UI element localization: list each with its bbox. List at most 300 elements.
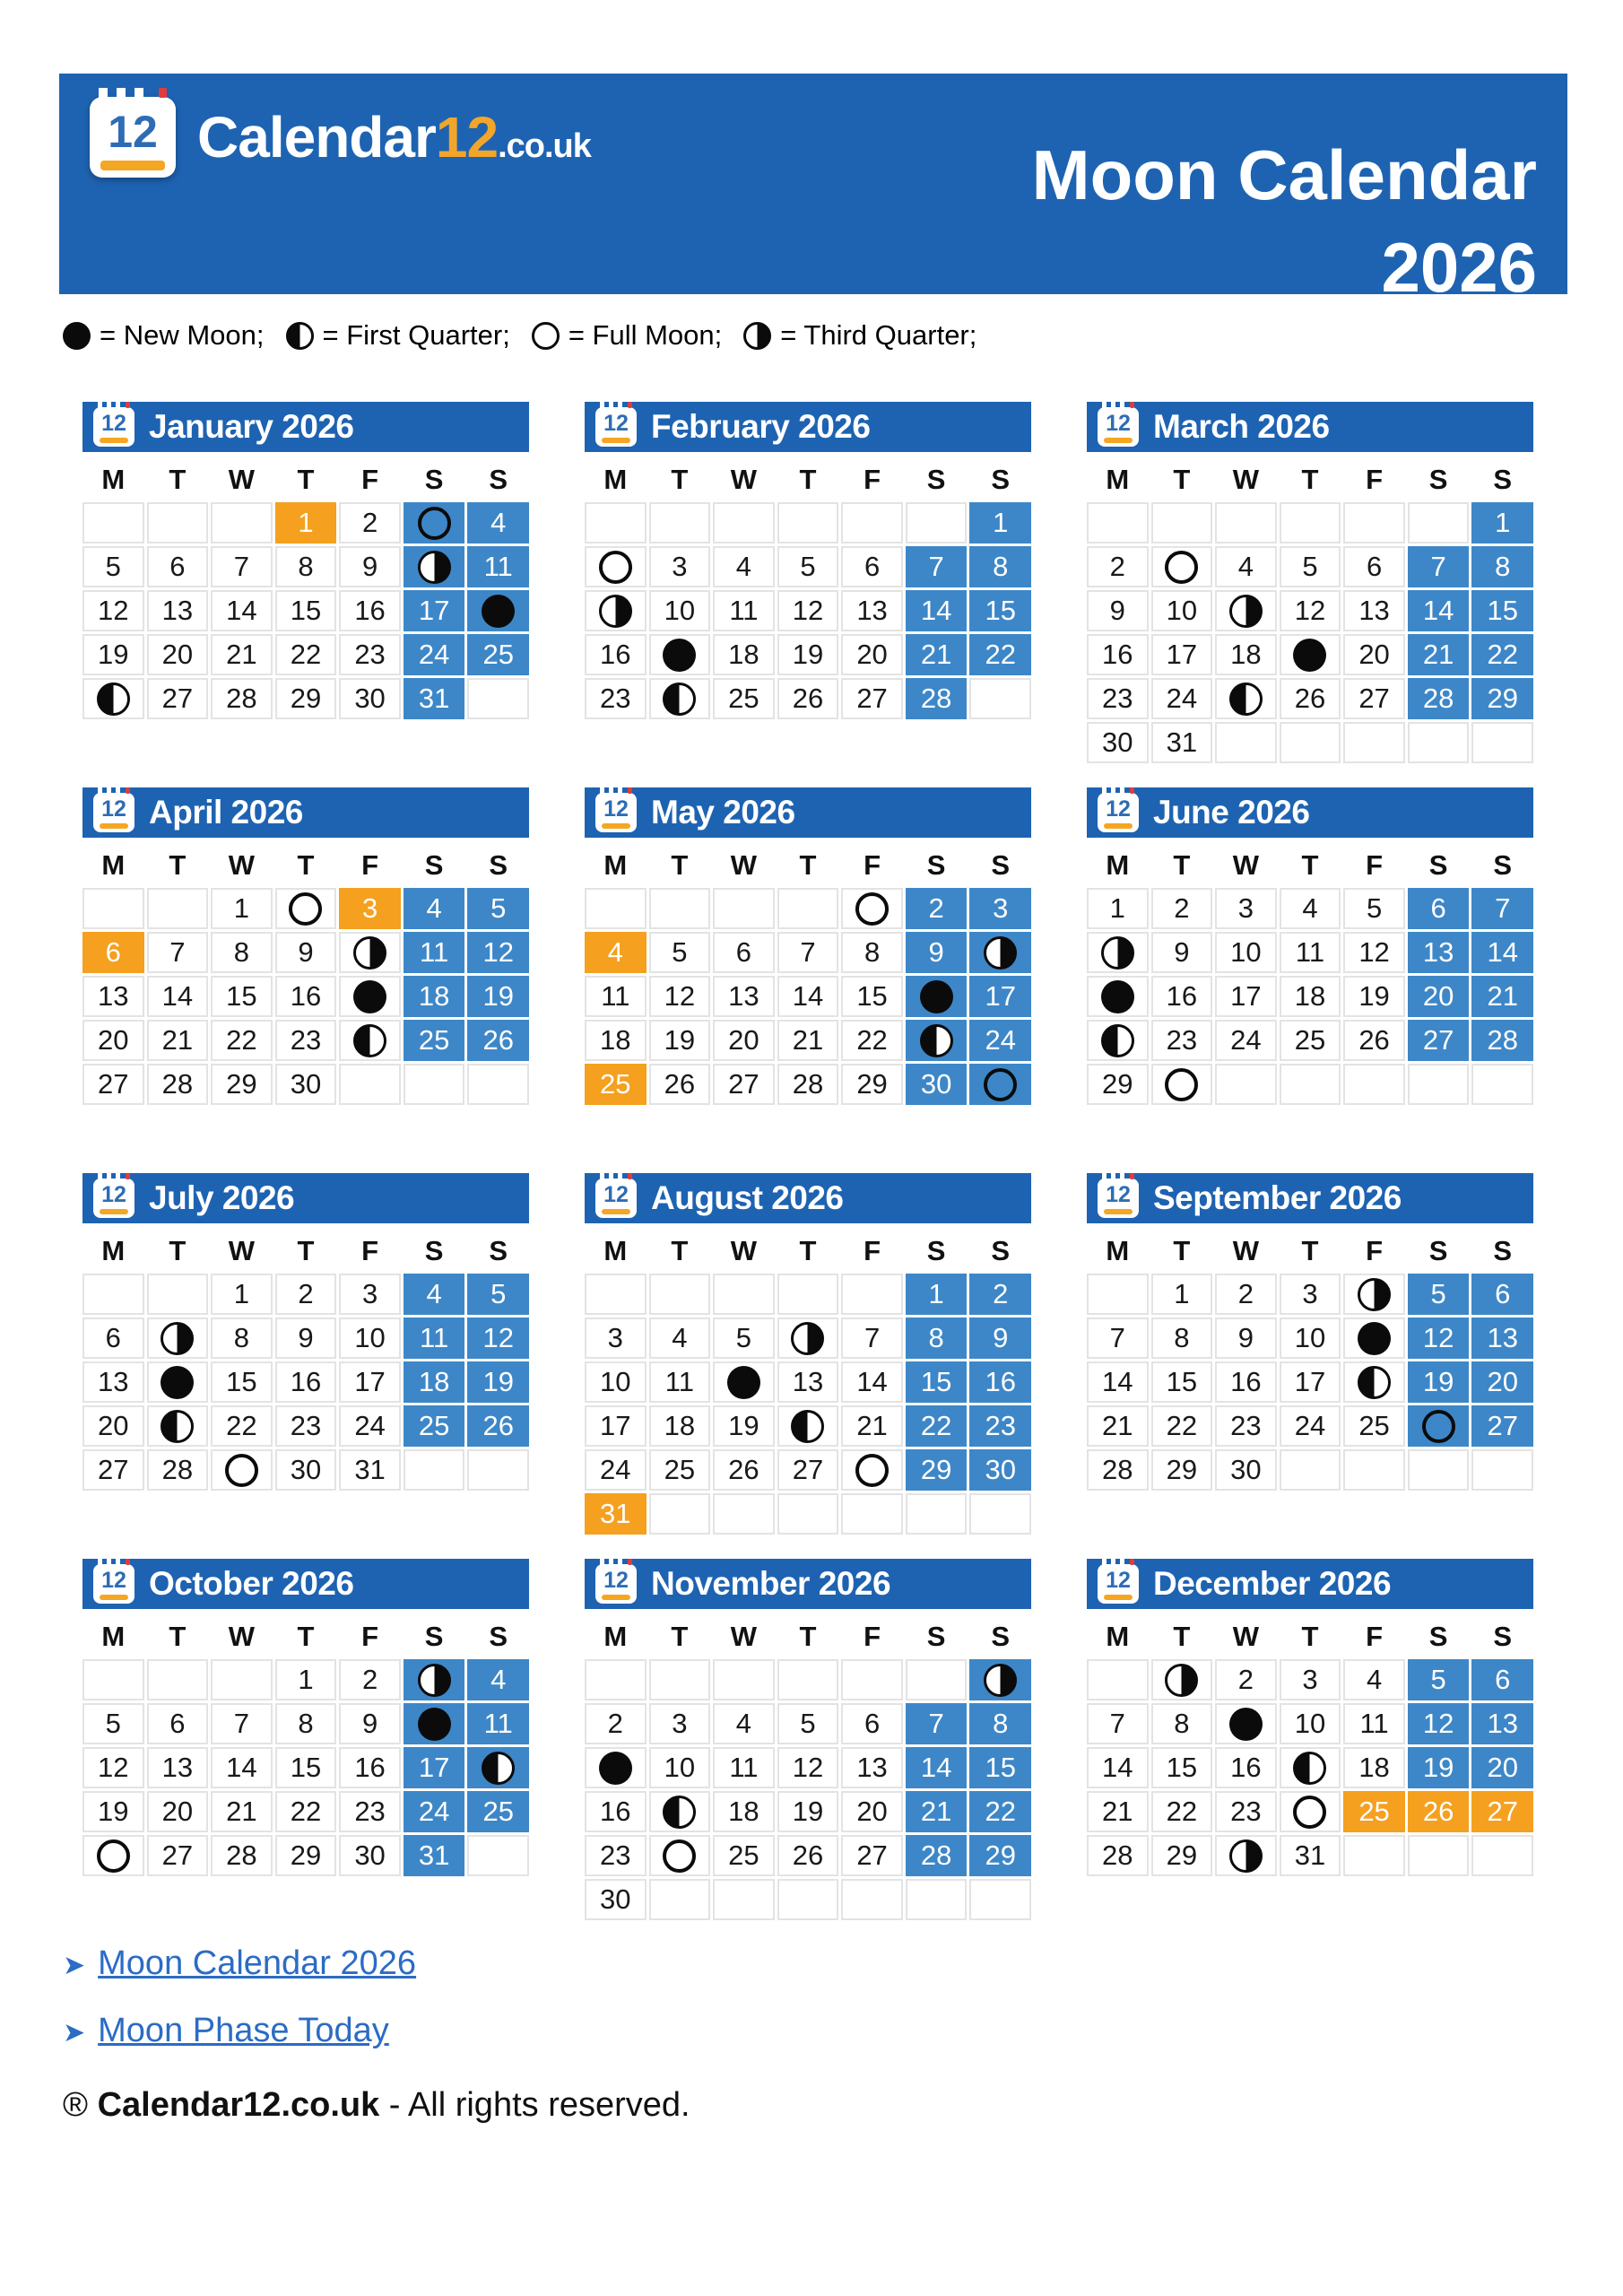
day-cell: 3 xyxy=(649,1703,711,1744)
day-cell: 18 xyxy=(713,1791,775,1832)
weekday-label: S xyxy=(1428,1621,1448,1652)
day-cell: 16 xyxy=(969,1361,1031,1403)
week-row xyxy=(585,1318,1031,1359)
first-moon-icon xyxy=(920,1024,953,1057)
day-cell: 21 xyxy=(1471,976,1533,1017)
weekday-label: T xyxy=(169,1621,187,1652)
weekday-label: W xyxy=(228,1621,256,1652)
weekday-label: S xyxy=(489,1235,508,1266)
first-moon-icon xyxy=(1358,1366,1391,1399)
third-moon-cell xyxy=(339,932,401,973)
week-row xyxy=(585,1659,1031,1700)
day-cell: 5 xyxy=(777,1703,839,1744)
day-cell: 23 xyxy=(1151,1020,1213,1061)
day-cell: 9 xyxy=(339,1703,401,1744)
day-cell: 7 xyxy=(1087,1318,1149,1359)
empty-cell xyxy=(1471,722,1533,763)
day-cell: 17 xyxy=(1151,634,1213,675)
first-moon-cell xyxy=(649,678,711,719)
weekday-label: S xyxy=(1493,1235,1513,1266)
full-moon-icon xyxy=(855,892,889,926)
day-cell: 26 xyxy=(467,1020,529,1061)
week-row xyxy=(1087,502,1533,544)
day-cell: 25 xyxy=(404,1405,465,1447)
empty-cell xyxy=(713,1879,775,1920)
calendar-icon-number: 12 xyxy=(101,411,126,436)
week-row xyxy=(585,1449,1031,1491)
day-cell: 16 xyxy=(585,1791,647,1832)
day-cell: 1 xyxy=(969,502,1031,544)
day-cell: 2 xyxy=(1087,546,1149,587)
link-moon-calendar-2026[interactable]: Moon Calendar 2026 xyxy=(98,1944,417,1982)
weekday-label: W xyxy=(1232,849,1260,881)
empty-cell xyxy=(777,502,839,544)
empty-cell xyxy=(649,502,711,544)
day-cell: 7 xyxy=(841,1318,903,1359)
day-cell: 11 xyxy=(467,1703,529,1744)
week-row xyxy=(1087,932,1533,973)
day-cell: 26 xyxy=(467,1405,529,1447)
day-cell: 6 xyxy=(1408,888,1470,929)
week-row xyxy=(585,1703,1031,1744)
calendar-icon xyxy=(93,1178,135,1218)
calendar-icon-number: 12 xyxy=(603,1568,629,1593)
day-cell: 2 xyxy=(1151,888,1213,929)
day-cell: 29 xyxy=(841,1064,903,1105)
day-cell: 6 xyxy=(1471,1274,1533,1315)
site-logo[interactable] xyxy=(90,97,591,178)
day-cell: 7 xyxy=(1087,1703,1149,1744)
month-title: December 2026 xyxy=(1153,1565,1392,1602)
day-cell: 6 xyxy=(82,1318,144,1359)
day-cell: 10 xyxy=(649,1747,711,1788)
weekday-label: T xyxy=(1173,464,1191,495)
new-moon-cell xyxy=(147,1361,209,1403)
empty-cell xyxy=(585,888,647,929)
day-cell: 9 xyxy=(1215,1318,1277,1359)
day-cell: 8 xyxy=(1151,1318,1213,1359)
arrow-bullet-icon: ➤ xyxy=(63,2018,86,2048)
day-cell: 10 xyxy=(1280,1318,1341,1359)
day-cell: 24 xyxy=(1215,1020,1277,1061)
empty-cell xyxy=(404,1449,465,1491)
day-cell: 7 xyxy=(906,546,968,587)
month-october-2026 xyxy=(82,1559,529,1879)
third-moon-cell xyxy=(147,1318,209,1359)
day-cell: 27 xyxy=(1471,1405,1533,1447)
day-cell: 27 xyxy=(1343,678,1405,719)
calendar12-logo-icon xyxy=(90,97,176,178)
day-cell: 30 xyxy=(585,1879,647,1920)
day-cell: 26 xyxy=(713,1449,775,1491)
third-moon-icon xyxy=(1165,1664,1198,1697)
week-row xyxy=(82,634,529,675)
month-august-2026 xyxy=(585,1173,1031,1537)
first-moon-icon xyxy=(1293,1752,1326,1785)
weekday-label: F xyxy=(864,1235,881,1266)
new-moon-icon xyxy=(482,595,515,628)
week-row xyxy=(1087,1747,1533,1788)
month-march-2026 xyxy=(1087,402,1533,766)
day-cell: 2 xyxy=(339,502,401,544)
month-november-2026 xyxy=(585,1559,1031,1923)
first-moon-icon xyxy=(482,1752,515,1785)
weekday-label: W xyxy=(1232,1621,1260,1652)
week-row xyxy=(585,1361,1031,1403)
empty-cell xyxy=(713,1659,775,1700)
new-moon-cell xyxy=(1087,976,1149,1017)
month-header xyxy=(82,1173,529,1223)
month-header xyxy=(1087,402,1533,452)
logo-word-calendar: Calendar xyxy=(197,105,436,170)
day-cell: 24 xyxy=(404,634,465,675)
weekday-label: M xyxy=(101,464,126,495)
day-cell: 5 xyxy=(649,932,711,973)
day-cell: 2 xyxy=(906,888,968,929)
calendar-icon-underline xyxy=(602,823,630,829)
new-moon-icon xyxy=(1293,639,1326,672)
week-row xyxy=(82,1791,529,1832)
month-header xyxy=(82,402,529,452)
day-cell: 11 xyxy=(1343,1703,1405,1744)
day-cell: 21 xyxy=(1087,1405,1149,1447)
day-cell: 3 xyxy=(969,888,1031,929)
day-cell: 19 xyxy=(1408,1361,1470,1403)
weekday-label: F xyxy=(1366,1621,1384,1652)
day-cell: 30 xyxy=(339,1835,401,1876)
new-moon-icon xyxy=(1358,1322,1391,1355)
day-cell: 11 xyxy=(713,1747,775,1788)
day-cell: 27 xyxy=(713,1064,775,1105)
calendar-icon xyxy=(1098,1178,1139,1218)
empty-cell xyxy=(147,888,209,929)
week-row xyxy=(82,888,529,929)
day-cell: 20 xyxy=(1408,976,1470,1017)
full-moon-icon xyxy=(855,1454,889,1487)
day-cell: 15 xyxy=(211,976,273,1017)
day-cell: 27 xyxy=(82,1064,144,1105)
logo-icon-underline xyxy=(100,161,165,170)
weekday-header-row xyxy=(585,843,1031,888)
calendar-icon-underline xyxy=(1104,1595,1133,1600)
weekday-label: S xyxy=(424,849,444,881)
weekday-label: S xyxy=(926,1621,946,1652)
calendar-icon xyxy=(93,793,135,832)
weekday-label: M xyxy=(101,849,126,881)
empty-cell xyxy=(1343,502,1405,544)
third-moon-icon xyxy=(1101,936,1134,970)
page-title: Moon Calendar 2026 xyxy=(1031,135,1537,308)
day-cell: 20 xyxy=(82,1405,144,1447)
day-cell: 14 xyxy=(906,1747,968,1788)
day-cell: 21 xyxy=(147,1020,209,1061)
empty-cell xyxy=(1343,1835,1405,1876)
registered-symbol: ® xyxy=(63,2086,98,2124)
day-cell: 23 xyxy=(1087,678,1149,719)
weekday-header-row xyxy=(1087,843,1533,888)
day-cell: 1 xyxy=(211,888,273,929)
week-row xyxy=(82,502,529,544)
day-cell: 23 xyxy=(1215,1791,1277,1832)
day-cell: 21 xyxy=(906,634,968,675)
week-row xyxy=(1087,1791,1533,1832)
day-cell: 8 xyxy=(275,546,337,587)
day-cell: 29 xyxy=(906,1449,968,1491)
day-cell: 9 xyxy=(1087,590,1149,631)
day-cell: 11 xyxy=(404,932,465,973)
day-cell: 26 xyxy=(1408,1791,1470,1832)
new-moon-icon xyxy=(161,1366,194,1399)
empty-cell xyxy=(841,1659,903,1700)
weekday-label: S xyxy=(1493,464,1513,495)
day-cell: 5 xyxy=(467,888,529,929)
weekday-label: S xyxy=(424,464,444,495)
calendar-icon-underline xyxy=(1104,438,1133,443)
weekday-label: S xyxy=(489,464,508,495)
day-cell: 16 xyxy=(1087,634,1149,675)
day-cell: 6 xyxy=(147,1703,209,1744)
empty-cell xyxy=(969,1493,1031,1535)
empty-cell xyxy=(713,1274,775,1315)
week-row xyxy=(585,1879,1031,1920)
calendar-icon-number: 12 xyxy=(1106,411,1131,436)
month-title: September 2026 xyxy=(1153,1179,1402,1216)
day-cell: 24 xyxy=(585,1449,647,1491)
empty-cell xyxy=(906,1879,968,1920)
third-quarter-icon xyxy=(743,322,771,350)
weekday-label: T xyxy=(799,849,817,881)
week-row xyxy=(585,1493,1031,1535)
day-cell: 1 xyxy=(1087,888,1149,929)
week-row xyxy=(82,1318,529,1359)
weekday-header-row xyxy=(585,1229,1031,1274)
day-cell: 9 xyxy=(275,932,337,973)
day-cell: 15 xyxy=(841,976,903,1017)
first-moon-icon xyxy=(97,683,130,716)
full-moon-icon xyxy=(663,1839,696,1873)
link-moon-phase-today[interactable]: Moon Phase Today xyxy=(98,2012,389,2049)
weekday-label: S xyxy=(424,1235,444,1266)
day-cell: 6 xyxy=(1343,546,1405,587)
day-cell: 28 xyxy=(1471,1020,1533,1061)
day-cell: 4 xyxy=(1343,1659,1405,1700)
empty-cell xyxy=(147,1659,209,1700)
day-cell: 7 xyxy=(211,546,273,587)
day-cell: 30 xyxy=(1087,722,1149,763)
calendar-icon-number: 12 xyxy=(1106,796,1131,822)
empty-cell xyxy=(777,1659,839,1700)
calendar-icon-underline xyxy=(602,1209,630,1214)
weekday-label: T xyxy=(297,1235,315,1266)
weekday-header-row xyxy=(1087,1614,1533,1659)
arrow-bullet-icon: ➤ xyxy=(63,1951,86,1980)
weekday-label: S xyxy=(1428,849,1448,881)
weekday-label: F xyxy=(864,1621,881,1652)
day-cell: 5 xyxy=(1343,888,1405,929)
month-title: November 2026 xyxy=(651,1565,891,1602)
weekday-label: F xyxy=(361,849,379,881)
day-cell: 13 xyxy=(147,590,209,631)
third-moon-icon xyxy=(161,1322,194,1355)
day-cell: 16 xyxy=(339,1747,401,1788)
week-row xyxy=(585,678,1031,719)
calendar-icon-underline xyxy=(602,438,630,443)
month-june-2026 xyxy=(1087,787,1533,1108)
weekday-label: W xyxy=(730,464,758,495)
third-moon-icon xyxy=(418,1664,451,1697)
calendar-icon xyxy=(1098,1564,1139,1604)
third-moon-cell xyxy=(1215,590,1277,631)
day-cell: 17 xyxy=(404,590,465,631)
third-moon-cell xyxy=(969,932,1031,973)
day-cell: 29 xyxy=(1151,1449,1213,1491)
day-cell: 11 xyxy=(467,546,529,587)
day-cell: 25 xyxy=(649,1449,711,1491)
day-cell: 22 xyxy=(275,1791,337,1832)
weekday-label: T xyxy=(169,849,187,881)
week-row xyxy=(82,1449,529,1491)
day-cell: 1 xyxy=(1151,1274,1213,1315)
week-row xyxy=(1087,1020,1533,1061)
day-cell: 5 xyxy=(82,1703,144,1744)
empty-cell xyxy=(147,1274,209,1315)
week-row xyxy=(1087,634,1533,675)
empty-cell xyxy=(777,1493,839,1535)
day-cell: 18 xyxy=(1343,1747,1405,1788)
month-july-2026 xyxy=(82,1173,529,1493)
legend-third-quarter-label: = Third Quarter; xyxy=(780,319,977,351)
empty-cell xyxy=(1087,1274,1149,1315)
day-cell: 13 xyxy=(713,976,775,1017)
weekday-header-row xyxy=(82,457,529,502)
calendar-icon xyxy=(93,1564,135,1604)
legend-new-moon-label: = New Moon; xyxy=(100,319,265,351)
calendar-icon xyxy=(595,793,637,832)
day-cell: 27 xyxy=(1408,1020,1470,1061)
month-header xyxy=(82,787,529,838)
week-row xyxy=(82,1405,529,1447)
third-moon-cell xyxy=(404,546,465,587)
full-moon-cell xyxy=(1408,1405,1470,1447)
day-cell: 9 xyxy=(339,546,401,587)
full-moon-cell xyxy=(404,502,465,544)
day-cell: 1 xyxy=(275,1659,337,1700)
weekday-label: S xyxy=(926,464,946,495)
week-row xyxy=(585,976,1031,1017)
day-cell: 5 xyxy=(1280,546,1341,587)
day-cell: 11 xyxy=(404,1318,465,1359)
day-cell: 27 xyxy=(841,1835,903,1876)
empty-cell xyxy=(1408,1835,1470,1876)
week-row xyxy=(82,1361,529,1403)
weekday-label: W xyxy=(228,1235,256,1266)
calendar-icon-underline xyxy=(1104,823,1133,829)
weekday-label: M xyxy=(603,464,628,495)
day-cell: 22 xyxy=(275,634,337,675)
day-cell: 3 xyxy=(649,546,711,587)
day-cell: 24 xyxy=(339,1405,401,1447)
empty-cell xyxy=(777,888,839,929)
day-cell: 2 xyxy=(1215,1659,1277,1700)
calendar-icon xyxy=(595,407,637,447)
first-quarter-icon xyxy=(286,322,314,350)
empty-cell xyxy=(1408,502,1470,544)
day-cell: 25 xyxy=(713,1835,775,1876)
months-grid xyxy=(82,402,1533,1944)
day-cell: 10 xyxy=(585,1361,647,1403)
day-cell: 16 xyxy=(339,590,401,631)
day-cell: 1 xyxy=(1471,502,1533,544)
weekday-label: F xyxy=(361,1621,379,1652)
day-cell: 25 xyxy=(1343,1405,1405,1447)
weekday-label: F xyxy=(361,464,379,495)
week-row xyxy=(585,1274,1031,1315)
day-cell: 22 xyxy=(906,1405,968,1447)
week-row xyxy=(585,590,1031,631)
empty-cell xyxy=(906,1659,968,1700)
week-row xyxy=(1087,976,1533,1017)
day-cell: 31 xyxy=(1151,722,1213,763)
empty-cell xyxy=(649,1493,711,1535)
third-moon-cell xyxy=(585,590,647,631)
copyright-rest: - All rights reserved. xyxy=(379,2086,690,2124)
day-cell: 13 xyxy=(147,1747,209,1788)
weekday-label: M xyxy=(101,1235,126,1266)
day-cell: 14 xyxy=(1087,1747,1149,1788)
day-cell: 18 xyxy=(1215,634,1277,675)
new-moon-icon xyxy=(1229,1708,1263,1741)
day-cell: 2 xyxy=(585,1703,647,1744)
day-cell: 19 xyxy=(1408,1747,1470,1788)
day-cell: 21 xyxy=(1408,634,1470,675)
day-cell: 14 xyxy=(1471,932,1533,973)
week-row xyxy=(585,634,1031,675)
weekday-header-row xyxy=(82,1614,529,1659)
empty-cell xyxy=(969,1879,1031,1920)
footer-links xyxy=(63,1944,416,2079)
day-cell: 11 xyxy=(713,590,775,631)
empty-cell xyxy=(1215,722,1277,763)
day-cell: 27 xyxy=(777,1449,839,1491)
week-row xyxy=(82,678,529,719)
day-cell: 16 xyxy=(1215,1747,1277,1788)
day-cell: 3 xyxy=(1280,1659,1341,1700)
full-moon-icon xyxy=(1422,1410,1455,1443)
day-cell: 31 xyxy=(404,1835,465,1876)
third-moon-icon xyxy=(984,936,1017,970)
calendar-icon-number: 12 xyxy=(1106,1568,1131,1593)
new-moon-icon xyxy=(418,1708,451,1741)
weekday-label: W xyxy=(730,1621,758,1652)
week-row xyxy=(585,1791,1031,1832)
empty-cell xyxy=(841,502,903,544)
third-moon-icon xyxy=(1229,1839,1263,1873)
weekday-label: T xyxy=(799,464,817,495)
day-cell: 10 xyxy=(649,590,711,631)
month-header xyxy=(585,1559,1031,1609)
copyright-brand: Calendar12.co.uk xyxy=(97,2086,380,2124)
calendar-icon-underline xyxy=(100,823,128,829)
first-moon-cell xyxy=(82,678,144,719)
week-row xyxy=(1087,722,1533,763)
empty-cell xyxy=(649,888,711,929)
day-cell: 8 xyxy=(1151,1703,1213,1744)
day-cell: 4 xyxy=(713,546,775,587)
first-moon-cell xyxy=(1215,678,1277,719)
week-row xyxy=(82,1747,529,1788)
first-moon-cell xyxy=(649,1791,711,1832)
day-cell: 24 xyxy=(1280,1405,1341,1447)
